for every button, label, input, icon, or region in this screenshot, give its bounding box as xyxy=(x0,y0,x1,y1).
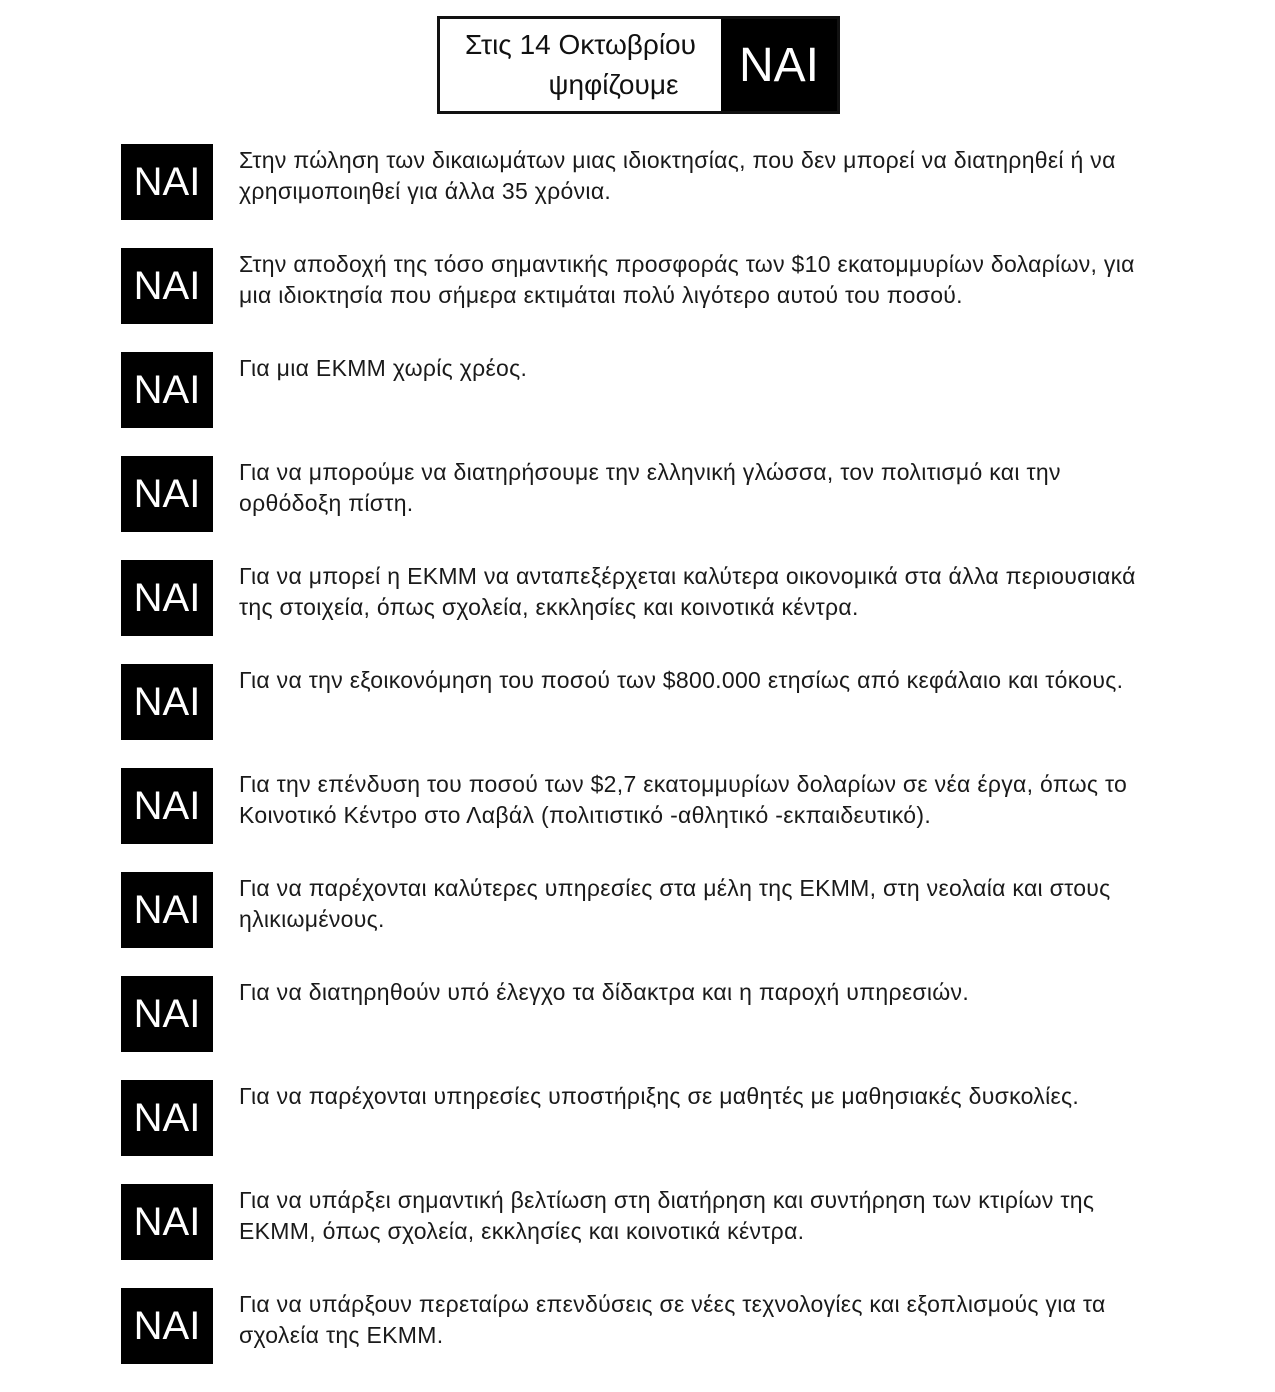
list-item xyxy=(121,976,1161,1080)
list-item-text: Για να παρέχονται καλύτερες υπηρεσίες στα μέλη της ΕΚΜΜ, στη νεολαία και στους ηλικιωμένους. xyxy=(239,875,1111,932)
list-item-text: Στην αποδοχή της τόσο σημαντικής προσφοράς των $10 εκατομμυρίων δολαρίων, για μια ιδιοκτησία που σήμερα εκτιμάται πολύ λιγότερο αυτού του ποσού. xyxy=(239,251,1135,308)
list-item xyxy=(121,560,1161,664)
yes-badge: ΝΑΙ xyxy=(121,352,213,428)
reasons-list xyxy=(121,144,1161,1392)
list-item-text: Για να υπάρξει σημαντική βελτίωση στη διατήρηση και συντήρηση των κτιρίων της ΕΚΜΜ, όπως σχολεία, εκκλησίες και κοινοτικά κέντρα. xyxy=(239,1187,1095,1244)
list-item xyxy=(121,352,1161,456)
list-item-text: Στην πώληση των δικαιωμάτων μιας ιδιοκτησίας, που δεν μπορεί να διατηρηθεί ή να χρησιμοποιηθεί για άλλα 35 χρόνια. xyxy=(239,147,1116,204)
yes-badge: ΝΑΙ xyxy=(121,1184,213,1260)
list-item-text: Για να μπορεί η ΕΚΜΜ να ανταπεξέρχεται καλύτερα οικονομικά στα άλλα περιουσιακά της στοιχεία, όπως σχολεία, εκκλησίες και κοινοτικά κέντρα. xyxy=(239,563,1136,620)
yes-badge: ΝΑΙ xyxy=(121,1288,213,1364)
list-item xyxy=(121,872,1161,976)
header-line-vote: ψηφίζουμε xyxy=(548,69,679,100)
list-item-text: Για να διατηρηθούν υπό έλεγχο τα δίδακτρα και η παροχή υπηρεσιών. xyxy=(239,979,970,1005)
header-text xyxy=(440,19,721,111)
list-item xyxy=(121,1080,1161,1184)
yes-badge: ΝΑΙ xyxy=(121,248,213,324)
list-item xyxy=(121,456,1161,560)
header-line-date: Στις 14 Οκτωβρίου xyxy=(465,29,696,60)
list-item xyxy=(121,248,1161,352)
list-item-text: Για μια ΕΚΜΜ χωρίς χρέος. xyxy=(239,355,528,381)
yes-badge: ΝΑΙ xyxy=(121,144,213,220)
yes-badge: ΝΑΙ xyxy=(121,976,213,1052)
yes-badge: ΝΑΙ xyxy=(121,768,213,844)
list-item-text: Για να την εξοικονόμηση του ποσού των $800.000 ετησίως από κεφάλαιο και τόκους. xyxy=(239,667,1124,693)
yes-badge: ΝΑΙ xyxy=(121,456,213,532)
list-item-text: Για να μπορούμε να διατηρήσουμε την ελληνική γλώσσα, τον πολιτισμό και την ορθόδοξη πίστη. xyxy=(239,459,1061,516)
list-item-text: Για την επένδυση του ποσού των $2,7 εκατομμυρίων δολαρίων σε νέα έργα, όπως το Κοινοτικό Κέντρο στο Λαβάλ (πολιτιστικό -αθλητικό -εκπαιδευτικό). xyxy=(239,771,1128,828)
list-item xyxy=(121,768,1161,872)
header-yes-badge: ΝΑΙ xyxy=(721,19,837,111)
header-banner xyxy=(437,16,840,114)
yes-badge: ΝΑΙ xyxy=(121,560,213,636)
list-item xyxy=(121,1288,1161,1392)
list-item xyxy=(121,664,1161,768)
yes-badge: ΝΑΙ xyxy=(121,664,213,740)
list-item-text: Για να υπάρξουν περεταίρω επενδύσεις σε νέες τεχνολογίες και εξοπλισμούς για τα σχολεία της ΕΚΜΜ. xyxy=(239,1291,1106,1348)
list-item xyxy=(121,144,1161,248)
list-item xyxy=(121,1184,1161,1288)
yes-badge: ΝΑΙ xyxy=(121,1080,213,1156)
yes-badge: ΝΑΙ xyxy=(121,872,213,948)
list-item-text: Για να παρέχονται υπηρεσίες υποστήριξης σε μαθητές με μαθησιακές δυσκολίες. xyxy=(239,1083,1080,1109)
